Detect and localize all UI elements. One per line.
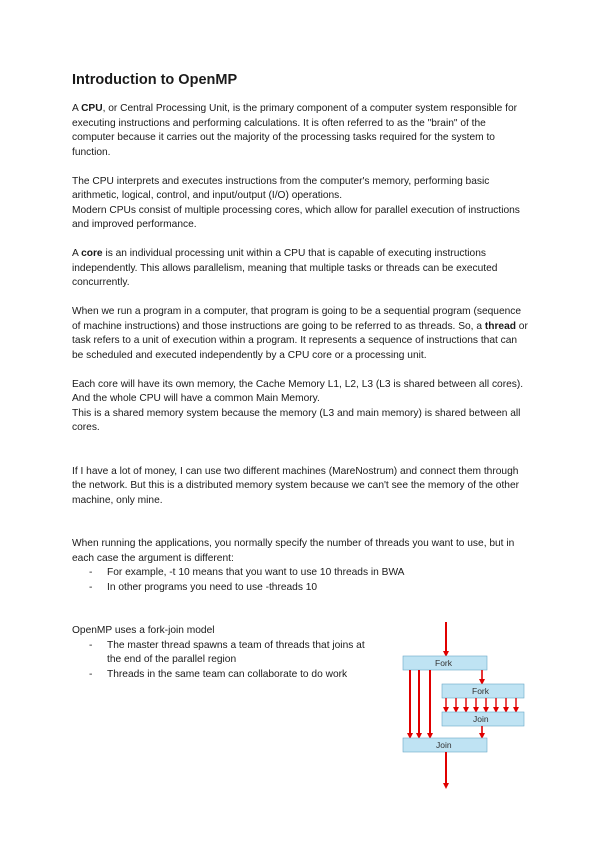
paragraph-shared-memory: This is a shared memory system because the memory (L3 and main memory) is shared between all cores. — [72, 407, 521, 433]
list-item: - The master thread spawns a team of threads that joins at the end of the parallel region — [89, 639, 372, 668]
list-item: - Threads in the same team can collaborate to do work — [89, 668, 372, 683]
inner-join-label: Join — [473, 714, 489, 724]
paragraph-cpu: A CPU, or Central Processing Unit, is the primary component of a computer system responsible for executing instructions and performing calculations. It is often referred to as the "brain" of the computer because it carries out the majority of the processing tasks required for the system to function. — [72, 103, 518, 158]
paragraph-threads-arg: When running the applications, you normally specify the number of threads you want to use, but in each case the argument is different: — [72, 538, 515, 564]
list-item: - In other programs you need to use -threads 10 — [89, 581, 528, 596]
paragraph-cpu-function: The CPU interprets and executes instructions from the computer's memory, performing basic arithmetic, logical, control, and input/output (I/O) operations. — [72, 175, 490, 201]
forkjoin-section — [72, 624, 372, 682]
page-title: Introduction to OpenMP — [72, 72, 238, 88]
document-page — [72, 72, 528, 682]
paragraph-multicore: Modern CPUs consist of multiple processing cores, which allow for parallel execution of instructions and improved performance. — [72, 204, 520, 230]
list-item: - For example, -t 10 means that you want to use 10 threads in BWA — [89, 566, 528, 581]
paragraph-cache-memory: Each core will have its own memory, the Cache Memory L1, L2, L3 (L3 is shared between all cores). And the whole CPU will have a common Main Memory. — [72, 378, 524, 404]
forkjoin-list — [72, 639, 372, 683]
paragraph-distributed-memory: If I have a lot of money, I can use two different machines (MareNostrum) and connect them through the network. But this is a distributed memory system because we can't see the memory of the other machine, only mine. — [72, 465, 520, 506]
inner-fork-label: Fork — [472, 686, 489, 696]
outer-join-label: Join — [436, 740, 452, 750]
outer-fork-label: Fork — [435, 658, 452, 668]
paragraph-core: A core is an individual processing unit within a CPU that is capable of executing instructions independently. This allows parallelism, meaning that multiple tasks or threads can be executed concurrently. — [72, 248, 498, 288]
threads-arg-list — [72, 566, 528, 595]
fork-join-diagram — [400, 620, 530, 792]
paragraph-thread: When we run a program in a computer, that program is going to be a sequential program (sequence of machine instructions) and those instructions are going to be referred to as threads. So, a thread or task refers to a unit of execution within a program. It represents a sequence of instructions that can be scheduled and executed independently by a CPU core or a processing unit. — [72, 306, 528, 361]
paragraph-forkjoin: OpenMP uses a fork-join model — [72, 625, 215, 636]
